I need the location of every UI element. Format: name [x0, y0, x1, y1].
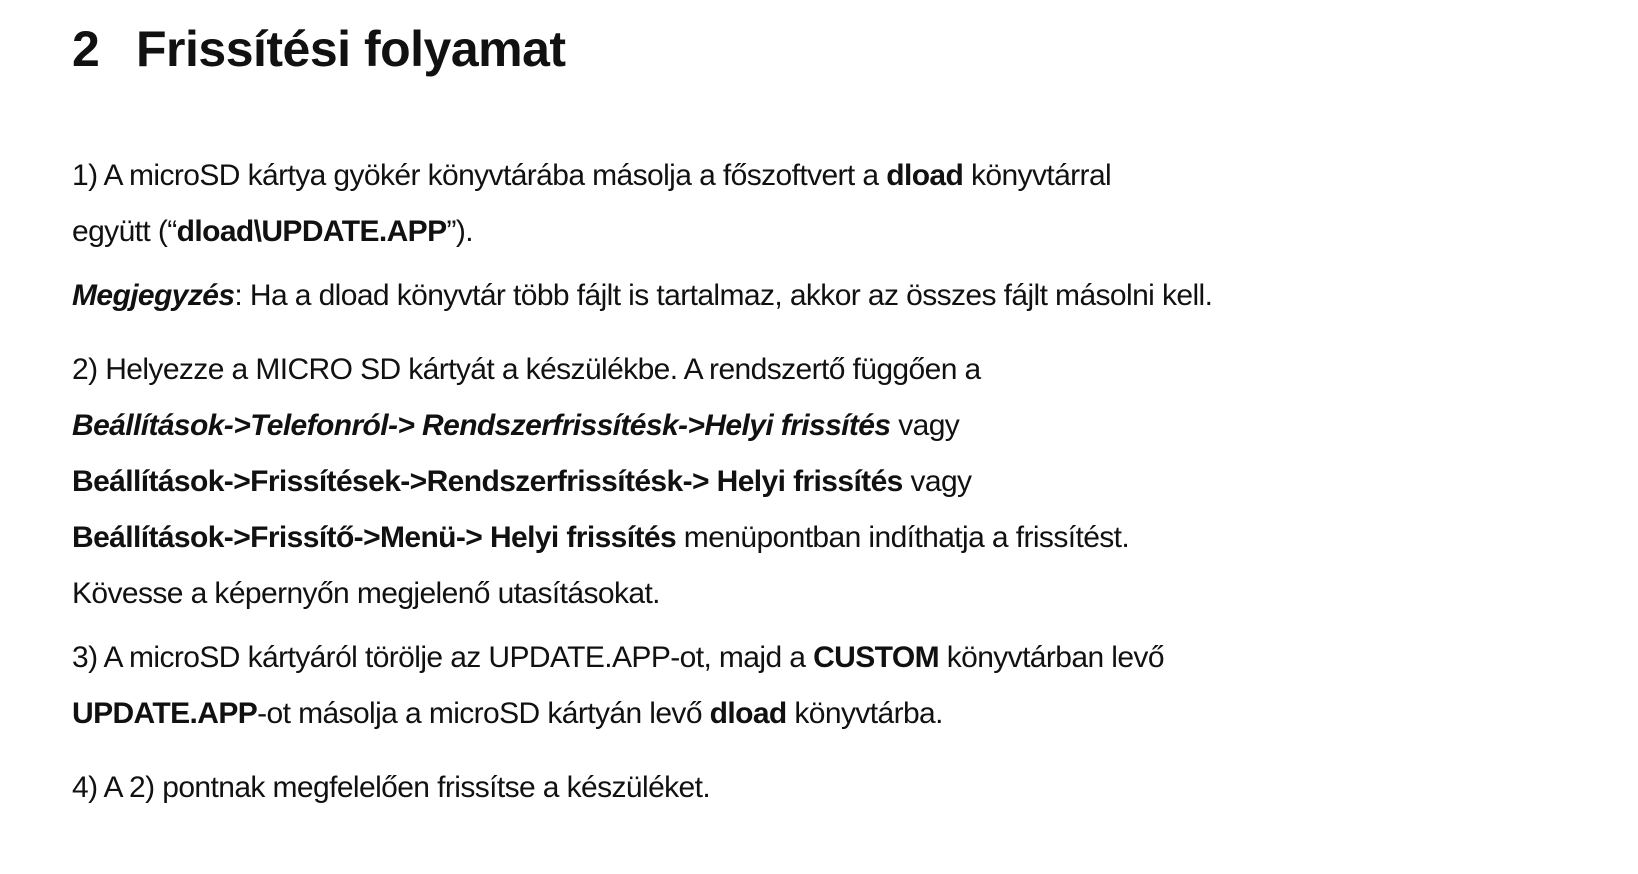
step-3-text-2-end: könyvtárba. — [786, 697, 943, 730]
step-4-paragraph — [72, 760, 1572, 816]
update-path-term: dload\UPDATE.APP — [176, 215, 447, 248]
update-app-term: UPDATE.APP — [72, 697, 258, 730]
step-2-or-1: vagy — [890, 409, 960, 442]
step-3-text: 3) A microSD kártyáról törölje az UPDATE.APP-ot, majd a — [72, 641, 814, 674]
note-line — [72, 268, 1572, 324]
dload-term: dload — [886, 159, 964, 192]
step-2-line-1 — [72, 342, 1572, 398]
menu-path-2: Beállítások->Frissítések->Rendszerfrissítésk-> Helyi frissítés — [72, 465, 903, 498]
step-3-text-end: könyvtárban levő — [938, 641, 1164, 674]
step-2-text: 2) Helyezze a MICRO SD kártyát a készülékbe. A rendszertő függően a — [72, 353, 981, 386]
step-2-line-4 — [72, 510, 1572, 566]
step-3-text-2: -ot másolja a microSD kártyán levő — [257, 697, 710, 730]
step-2-line-5 — [72, 566, 1572, 622]
step-1-text-end: könyvtárral — [963, 159, 1112, 192]
step-2-instructions: Kövesse a képernyőn megjelenő utasításokat. — [72, 577, 660, 610]
section-heading — [72, 14, 566, 84]
step-4-line — [72, 760, 1572, 816]
step-3-paragraph — [72, 630, 1572, 742]
step-1-text-2-end: ”). — [446, 215, 474, 248]
step-2-line-2 — [72, 398, 1572, 454]
note-text: : Ha a dload könyvtár több fájlt is tartalmaz, akkor az összes fájlt másolni kell. — [234, 279, 1213, 312]
step-1-text: 1) A microSD kártya gyökér könyvtárába másolja a főszoftvert a — [72, 159, 887, 192]
custom-term: CUSTOM — [813, 641, 939, 674]
step-1-line-2 — [72, 204, 1572, 260]
step-1-paragraph — [72, 148, 1572, 260]
step-2-or-2: vagy — [902, 465, 972, 498]
step-1-line-1 — [72, 148, 1572, 204]
section-number: 2 — [72, 21, 100, 77]
dload-term-2: dload — [709, 697, 787, 730]
menu-path-1: Beállítások->Telefonról-> Rendszerfrissítésk->Helyi frissítés — [72, 409, 891, 442]
step-2-text-end: menüpontban indíthatja a frissítést. — [676, 521, 1130, 554]
step-2-line-3 — [72, 454, 1572, 510]
step-3-line-1 — [72, 630, 1572, 686]
step-2-paragraph — [72, 342, 1572, 622]
section-title: Frissítési folyamat — [136, 21, 566, 77]
note-paragraph — [72, 268, 1572, 324]
note-label: Megjegyzés — [72, 279, 235, 312]
step-4-text: 4) A 2) pontnak megfelelően frissítse a készüléket. — [72, 771, 711, 804]
menu-path-3: Beállítások->Frissítő->Menü-> Helyi frissítés — [72, 521, 677, 554]
step-1-text-2: együtt (“ — [72, 215, 177, 248]
step-3-line-2 — [72, 686, 1572, 742]
